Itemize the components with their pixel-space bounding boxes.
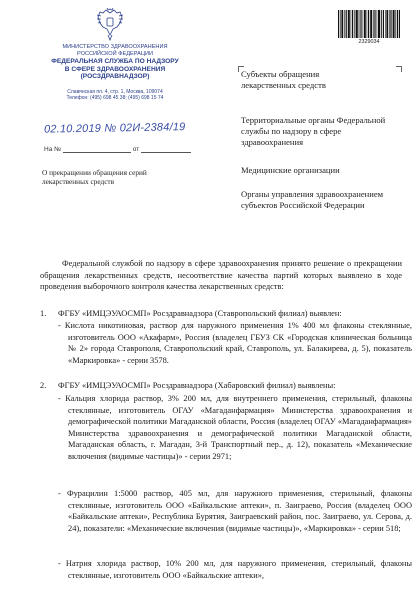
section-heading: [40, 308, 402, 320]
barcode-number: 2329034: [358, 39, 380, 45]
address-corner-mark: [396, 66, 402, 72]
list-item: - Кальция хлорида раствор, 3% 200 мл, для внутреннего применения, стерильный, флаконы стеклянные, изготовитель ОГАУ «Магаданфармация» Министерства здравоохранения и демографической политики Магаданской области, Россия (владелец ОГАУ «Магаданфармация» Министерства здравоохранения и демографической политики Магаданской области, Магаданская область, г. Магадан, 3-й Транспортный пер., д. 12), показатель «Механические включения (видимые частицы)» - серии 2971;: [58, 394, 412, 461]
section-heading-text: ФГБУ «ИМЦЭУАОСМП» Росздравнадзора (Хабаровский филиал) выявлены:: [58, 381, 336, 390]
letter-subject: О прекращении обращения серий лекарственных средств: [42, 168, 147, 186]
ref-number-blank: [63, 145, 131, 153]
ref-date-blank: [141, 145, 191, 153]
service-line: В СФЕРЕ ЗДРАВООХРАНЕНИЯ: [64, 65, 166, 73]
section-number: 2.: [40, 381, 47, 390]
section-heading: [40, 380, 402, 392]
on-ref-from-label: от: [132, 146, 140, 153]
list-item: - Кислота никотиновая, раствор для наружного применения 1% 400 мл флаконы стеклянные, изготовитель ООО «Акафарм», Россия (владелец ГБУЗ СК «Городская клиническая больница № 2» города Ставрополя, Ставропольский край, Ставрополь, ул. Балакирева, д. 5), показатель «Маркировка» - серии 3578.: [58, 321, 412, 365]
address-line: Славянская пл. 4, стр. 1, Москва, 109074: [67, 89, 163, 95]
section-heading-text: ФГБУ «ИМЦЭУАОСМП» Росздравнадзора (Ставропольский филиал) выявлен:: [58, 309, 342, 318]
addressee: Территориальные органы Федеральной службы по надзору в сфере здравоохранения: [241, 115, 386, 147]
list-item: - Натрия хлорида раствор, 10% 200 мл, для наружного применения, стерильный, флаконы стеклянные, изготовитель ООО «Байкальские аптеки»,: [58, 559, 412, 580]
list-item: - Фурацилин 1:5000 раствор, 405 мл, для наружного применения, стерильный, флаконы стеклянные, изготовитель ООО «Байкальские аптеки», п. Заиграево, Россия (владелец ООО «Байкальские аптеки», Республика Бурятия, Заиграевский район, пос. Заиграево, ул. Серова, д. 24), показатели: «Механические включения (видимые частицы)», «Маркировка» - серии 518;: [58, 489, 412, 533]
barcode: [338, 10, 400, 38]
reference-line: [44, 145, 204, 153]
intro-paragraph: Федеральной службой по надзору в сфере здравоохранения принято решение о прекращении обращения лекарственных средств, несоответствие качества партий которых выявлено в ходе проведения выборочного контроля качества лекарственных средств:: [40, 259, 402, 292]
ministry-line: РОССИЙСКОЙ ФЕДЕРАЦИИ: [76, 50, 153, 57]
ministry-name: [40, 44, 190, 57]
service-name: [40, 58, 190, 81]
addressee: Органы управления здравоохранением субъектов Российской Федерации: [241, 189, 384, 210]
service-line: ФЕДЕРАЛЬНАЯ СЛУЖБА ПО НАДЗОРУ: [51, 58, 179, 65]
section-number: 1.: [40, 309, 47, 318]
on-ref-label: На №: [44, 146, 62, 153]
service-line: (РОСЗДРАВНАДЗОР): [80, 73, 150, 81]
coat-of-arms-icon: [95, 7, 125, 41]
addressee: Субъекты обращения лекарственных средств: [241, 69, 326, 90]
addressee: Медицинские организации: [241, 165, 340, 175]
handwritten-date-number: 02.10.2019 № 02И-2384/19: [43, 121, 186, 136]
phone-line: Телефон: (495) 698 45 38; (495) 698 15 74: [66, 95, 164, 102]
ministry-line: МИНИСТЕРСТВО ЗДРАВООХРАНЕНИЯ: [62, 44, 168, 50]
address-block: [40, 89, 190, 102]
